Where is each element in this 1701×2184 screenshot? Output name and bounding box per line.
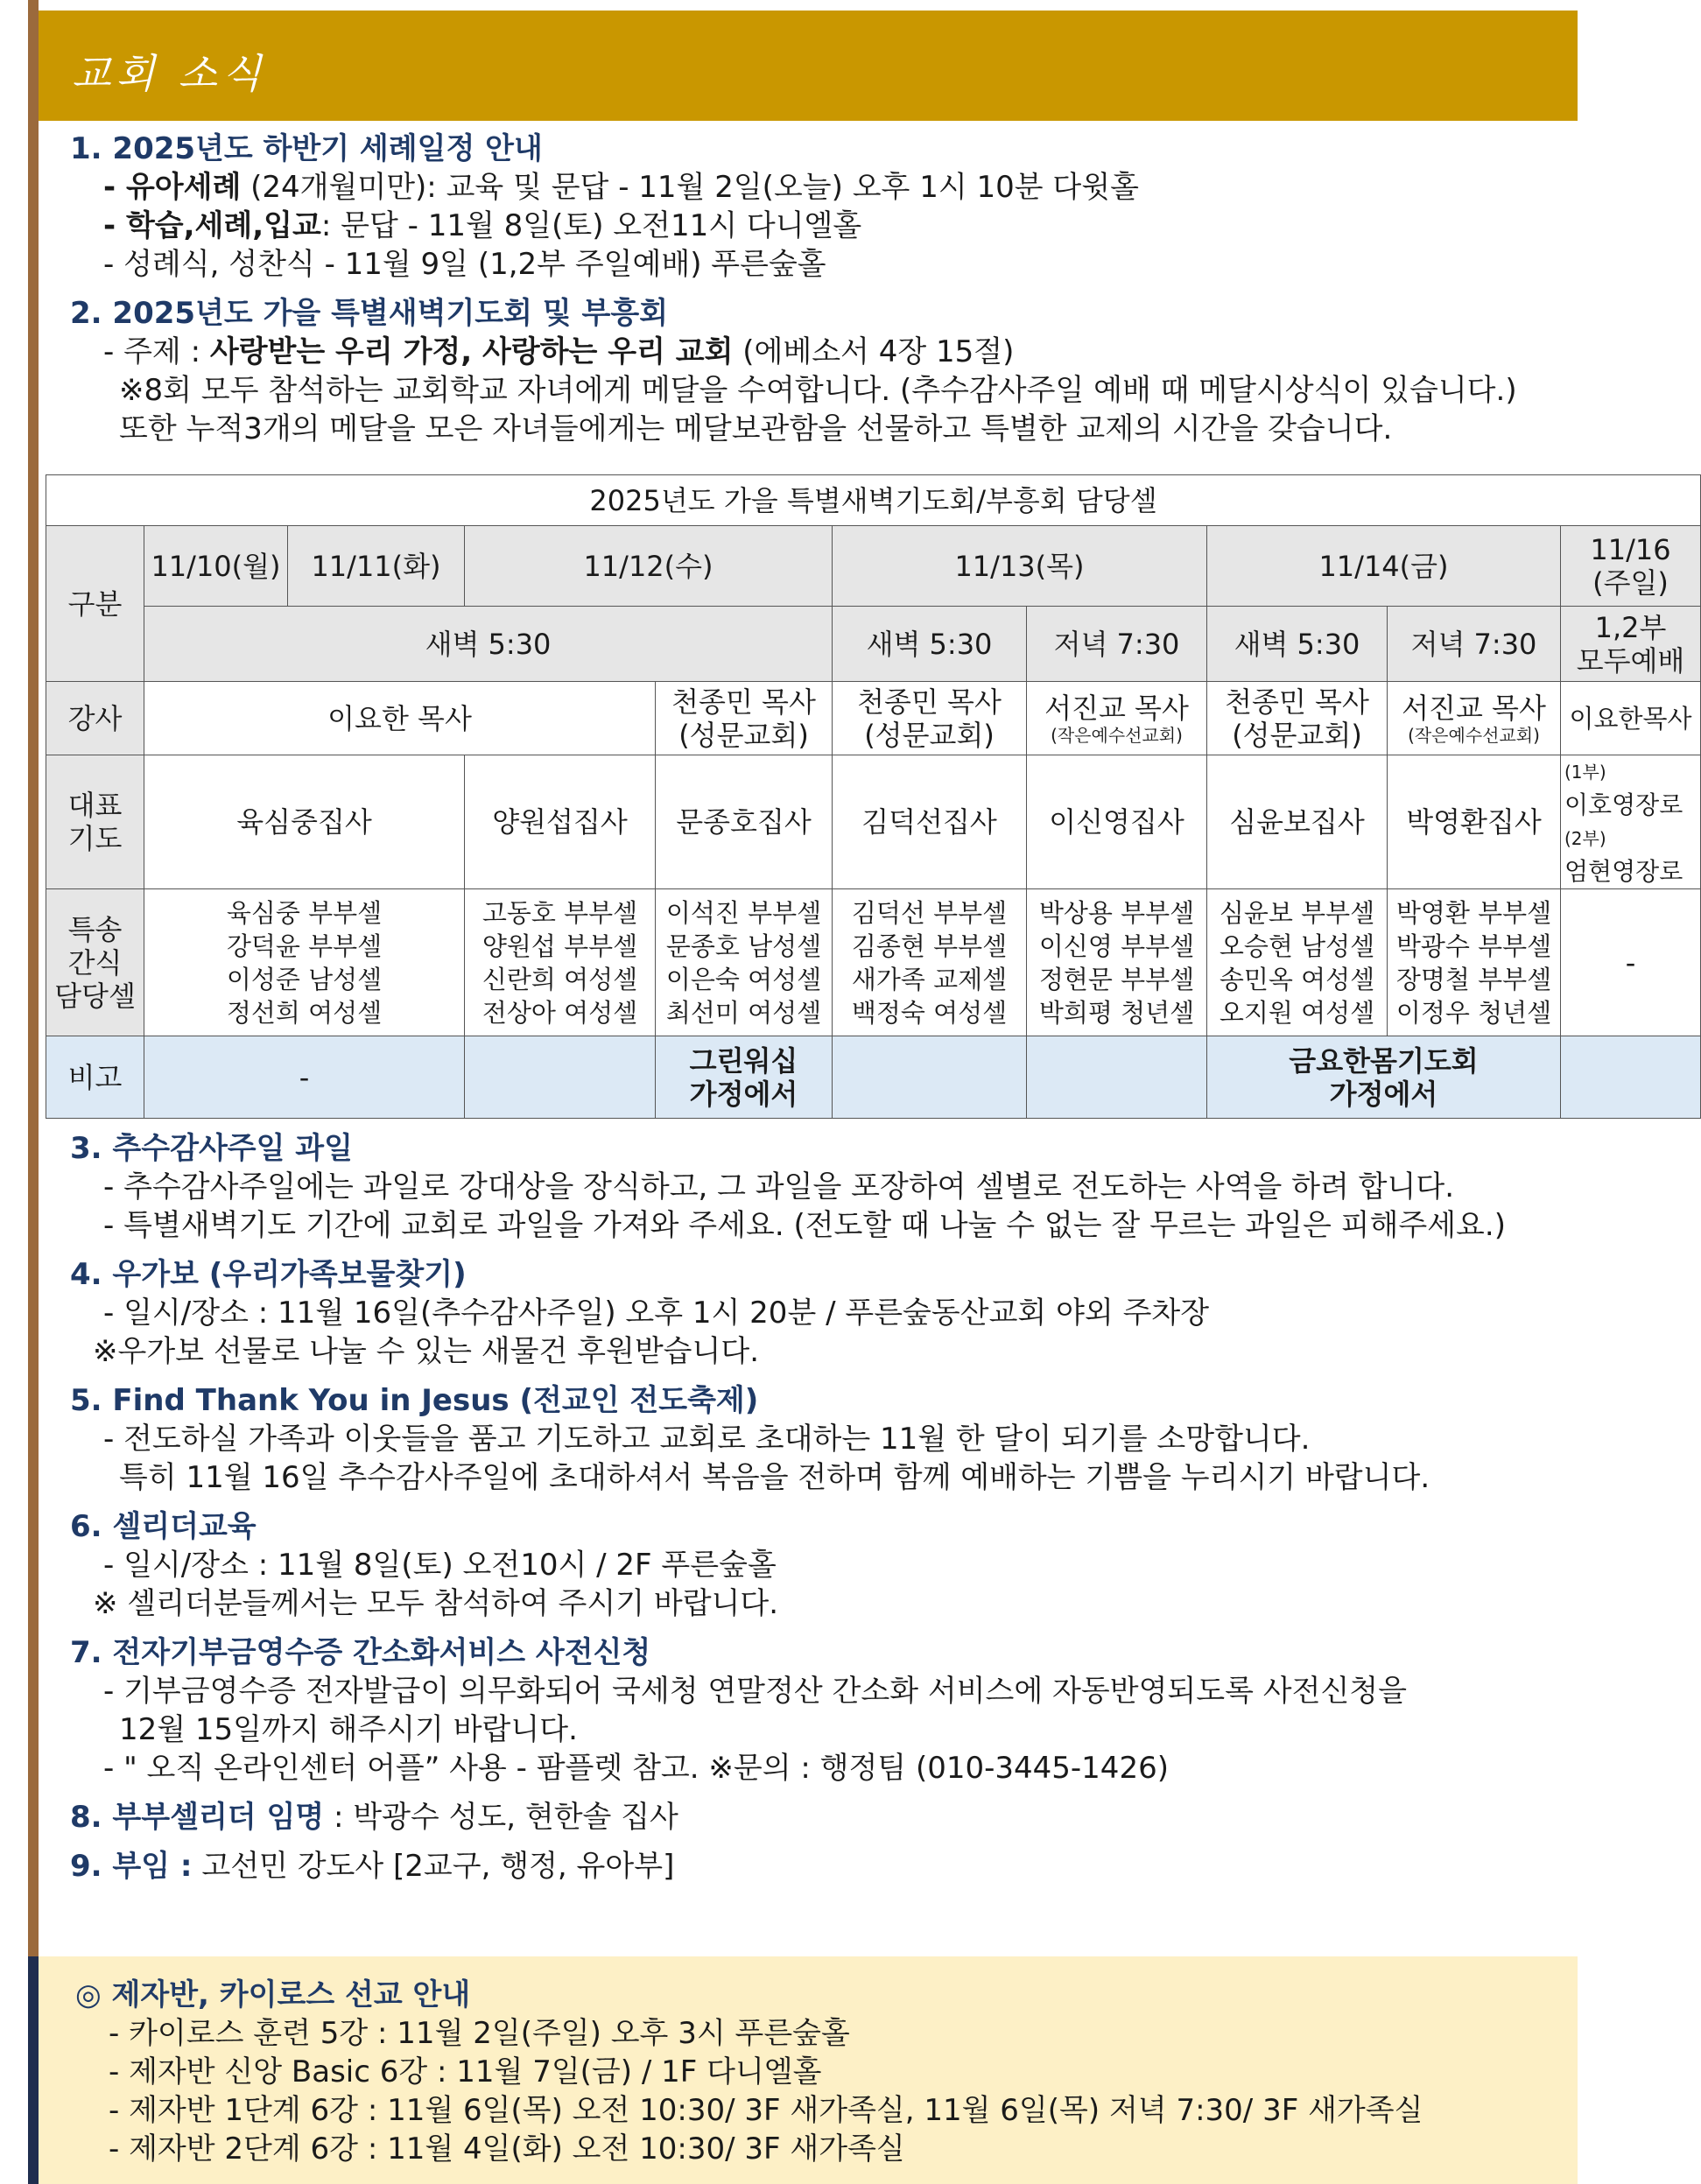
line: 특히 11월 16일 추수감사주일에 초대하셔서 복음을 전하며 함께 예배하는 기쁨을 누리시기 바랍니다. — [119, 1460, 1430, 1495]
cell-list — [833, 889, 1027, 1036]
line: - 추수감사주일에는 과일로 강대상을 장식하고, 그 과일을 포장하여 셀별로 전도하는 사역을 하려 합니다. — [103, 1169, 1455, 1204]
cell-list — [465, 889, 656, 1036]
line: - 제자반 신앙 Basic 6강 : 11월 7일(금) / 1F 다니엘홀 — [109, 2054, 822, 2089]
note-cell — [656, 1036, 833, 1119]
text: 이호영장로 — [1564, 790, 1683, 819]
sidebar-stripe-navy — [28, 1956, 39, 2184]
list-item: 신란희 여성셀 — [481, 964, 638, 994]
line: - 전도하실 가족과 이웃들을 품고 기도하고 교회로 초대하는 11월 한 달이 되기를 소망합니다. — [103, 1422, 1311, 1457]
note-cell — [1027, 1036, 1207, 1119]
cell-list — [656, 889, 833, 1036]
cell-list: - — [1561, 889, 1701, 1036]
text: (2부) — [1564, 828, 1606, 849]
line — [70, 207, 1576, 245]
speaker-cell — [1027, 682, 1207, 755]
line: - 성례식, 성찬식 - 11월 9일 (1,2부 주일예배) 푸른숲홀 — [103, 247, 826, 282]
row-label: 비고 — [46, 1036, 144, 1119]
note-cell — [833, 1036, 1027, 1119]
line — [70, 333, 1576, 371]
section-new-staff — [70, 1847, 1576, 1886]
text: 특송 — [67, 912, 123, 946]
section-appointment — [70, 1798, 1576, 1836]
list-item: 양원섭 부부셀 — [481, 930, 638, 961]
cell-list — [1027, 889, 1207, 1036]
line — [70, 1798, 1576, 1836]
text: 금요한몸기도회 — [1289, 1043, 1479, 1078]
date-cell — [1561, 526, 1701, 607]
section-title: 9. 부임 : — [70, 1849, 193, 1884]
note-cell — [465, 1036, 656, 1119]
speaker-cell — [656, 682, 833, 755]
notice-title: ◎ 제자반, 카이로스 선교 안내 — [75, 1977, 471, 2012]
list-item: 이석진 부부셀 — [665, 897, 822, 928]
list-item: 문종호 남성셀 — [665, 930, 822, 961]
section-revival — [70, 294, 1576, 448]
speaker-cell — [833, 682, 1027, 755]
schedule-table — [46, 474, 1701, 1119]
list-item: 이신영 부부셀 — [1038, 930, 1195, 961]
prayer-cell: 심윤보집사 — [1207, 755, 1388, 889]
list-item: 새가족 교제셀 — [851, 964, 1008, 994]
line — [70, 168, 1576, 207]
text: (성문교회) — [678, 718, 809, 752]
line: - 기부금영수증 전자발급이 의무화되어 국세청 연말정산 간소화 서비스에 자동반영되도록 사전신청을 — [103, 1674, 1407, 1709]
row-label: 강사 — [46, 682, 144, 755]
list-item: 백정숙 여성셀 — [851, 997, 1008, 1028]
section-baptism — [70, 130, 1576, 284]
date-cell: 11/11(화) — [288, 526, 465, 607]
list-item: 박희평 청년셀 — [1038, 997, 1195, 1028]
section-donation-receipt — [70, 1633, 1576, 1787]
cell-list — [1207, 889, 1388, 1036]
section-title: 6. 셀리더교육 — [70, 1509, 257, 1544]
page-title: 교회 소식 — [72, 50, 267, 97]
text: 고선민 강도사 [2교구, 행정, 유아부] — [192, 1849, 675, 1884]
section-cell-leader-training — [70, 1507, 1576, 1623]
section-title: 1. 2025년도 하반기 세례일정 안내 — [70, 131, 543, 166]
text: (작은예수선교회) — [1408, 724, 1540, 746]
list-item: 오지원 여성셀 — [1219, 997, 1375, 1028]
list-item: 박광수 부부셀 — [1395, 930, 1552, 961]
time-cell — [1561, 607, 1701, 682]
line: - " 오직 온라인센터 어플” 사용 - 팜플렛 참고. ※문의 : 행정팀 (010-3445-1426) — [103, 1751, 1169, 1786]
bold-text: - 유아세례 — [103, 170, 242, 205]
list-item: 육심중 부부셀 — [226, 897, 383, 928]
list-item: 박영환 부부셀 — [1395, 897, 1552, 928]
text: 가정에서 — [1329, 1077, 1438, 1111]
text: (성문교회) — [864, 718, 995, 752]
text: 기도 — [67, 822, 123, 855]
line: - 제자반 1단계 6강 : 11월 6일(목) 오전 10:30/ 3F 새가족실, 11월 6일(목) 저녁 7:30/ 3F 새가족실 — [109, 2093, 1423, 2128]
list-item: 정선희 여성셀 — [226, 997, 383, 1028]
cell-list — [1388, 889, 1561, 1036]
section-title: 3. 추수감사주일 과일 — [70, 1131, 353, 1166]
news-content-lower — [70, 1129, 1576, 1896]
row-label — [46, 755, 144, 889]
speaker-cell: 이요한 목사 — [144, 682, 656, 755]
prayer-cell: 김덕선집사 — [833, 755, 1027, 889]
sidebar-stripe-brown — [28, 0, 39, 1956]
text: : 박광수 성도, 현한솔 집사 — [324, 1800, 678, 1835]
date-cell: 11/13(목) — [833, 526, 1207, 607]
list-item: 이정우 청년셀 — [1395, 997, 1552, 1028]
line: - 일시/장소 : 11월 8일(토) 오전10시 / 2F 푸른숲홀 — [103, 1548, 777, 1583]
time-cell: 저녁 7:30 — [1388, 607, 1561, 682]
section-title: 7. 전자기부금영수증 간소화서비스 사전신청 — [70, 1635, 651, 1670]
line: 또한 누적3개의 메달을 모은 자녀들에게는 메달보관함을 선물하고 특별한 교제의 시간을 갖습니다. — [119, 411, 1393, 446]
speaker-cell — [1388, 682, 1561, 755]
line: - 특별새벽기도 기간에 교회로 과일을 가져와 주세요. (전도할 때 나눌 수 없는 잘 무르는 과일은 피해주세요.) — [103, 1208, 1506, 1243]
text: 천종민 목사 — [1225, 685, 1369, 719]
time-cell: 저녁 7:30 — [1027, 607, 1207, 682]
section-thanksgiving-fruit — [70, 1129, 1576, 1245]
note-cell — [1207, 1036, 1561, 1119]
line: ※우가보 선물로 나눌 수 있는 새물건 후원받습니다. — [93, 1334, 760, 1369]
section-treasure-hunt — [70, 1255, 1576, 1371]
line: - 카이로스 훈련 5강 : 11월 2일(주일) 오후 3시 푸른숲홀 — [109, 2016, 850, 2051]
section-title: 8. 부부셀리더 임명 — [70, 1800, 325, 1835]
list-item: 이은숙 여성셀 — [665, 964, 822, 994]
speaker-cell: 이요한목사 — [1561, 682, 1701, 755]
text: (24개월미만): 교육 및 문답 - 11월 2일(오늘) 오후 1시 10분 다윗홀 — [241, 170, 1139, 205]
list-item: 전상아 여성셀 — [481, 997, 638, 1028]
cell-list — [144, 889, 465, 1036]
list-item: 김종현 부부셀 — [851, 930, 1008, 961]
text: (1부) — [1564, 762, 1606, 783]
list-item: 송민옥 여성셀 — [1219, 964, 1375, 994]
section-title: 5. Find Thank You in Jesus (전교인 전도축제) — [70, 1383, 759, 1418]
line: - 제자반 2단계 6강 : 11월 4일(화) 오전 10:30/ 3F 새가족실 — [109, 2131, 905, 2166]
list-item: 박상용 부부셀 — [1038, 897, 1195, 928]
line: 12월 15일까지 해주시기 바랍니다. — [119, 1712, 578, 1747]
prayer-cell: 이신영집사 — [1027, 755, 1207, 889]
list-item: 김덕선 부부셀 — [851, 897, 1008, 928]
time-cell: 새벽 5:30 — [833, 607, 1027, 682]
prayer-cell: 박영환집사 — [1388, 755, 1561, 889]
text: - 주제 : — [103, 334, 210, 369]
section-evangelism-festival — [70, 1381, 1576, 1497]
text: 가정에서 — [689, 1077, 798, 1111]
text: 모두예배 — [1576, 643, 1685, 678]
text: 1,2부 — [1594, 610, 1667, 644]
list-item: 장명철 부부셀 — [1395, 964, 1552, 994]
list-item: 오승현 남성셀 — [1219, 930, 1375, 961]
line: ※ 셀리더분들께서는 모두 참석하여 주시기 바랍니다. — [93, 1586, 779, 1621]
news-content — [70, 130, 1576, 459]
text: 서진교 목사 — [1044, 691, 1189, 725]
line: - 일시/장소 : 11월 16일(추수감사주일) 오후 1시 20분 / 푸른숲동산교회 야외 주차장 — [103, 1296, 1210, 1331]
text: 11/16 — [1590, 532, 1671, 566]
table-caption: 2025년도 가을 특별새벽기도회/부흥회 담당셀 — [46, 475, 1701, 526]
list-item: 강덕윤 부부셀 — [226, 930, 383, 961]
text: 엄현영장로 — [1564, 857, 1683, 886]
text: 천종민 목사 — [857, 685, 1002, 719]
list-item: 심윤보 부부셀 — [1219, 897, 1375, 928]
text: 대표 — [67, 789, 123, 822]
section-title: 2. 2025년도 가을 특별새벽기도회 및 부흥회 — [70, 296, 669, 331]
date-cell: 11/14(금) — [1207, 526, 1561, 607]
bold-text: - 학습,세례,입교 — [103, 208, 321, 243]
date-cell: 11/12(수) — [465, 526, 833, 607]
header-cell: 구분 — [46, 526, 144, 682]
text: 그린워십 — [689, 1043, 798, 1078]
prayer-cell — [1561, 755, 1701, 889]
text: 천종민 목사 — [671, 685, 816, 719]
prayer-cell: 문종호집사 — [656, 755, 833, 889]
text: 담당셀 — [54, 979, 136, 1013]
section-title: 4. 우가보 (우리가족보물찾기) — [70, 1257, 467, 1292]
speaker-cell — [1207, 682, 1388, 755]
line: ※8회 모두 참석하는 교회학교 자녀에게 메달을 수여합니다. (추수감사주일 예배 때 메달시상식이 있습니다.) — [119, 373, 1517, 408]
row-label — [46, 889, 144, 1036]
time-cell: 새벽 5:30 — [144, 607, 833, 682]
text: (성문교회) — [1232, 718, 1362, 752]
text: (주일) — [1592, 565, 1669, 600]
line — [70, 1847, 1576, 1886]
text: 간식 — [67, 945, 123, 980]
prayer-cell: 육심중집사 — [144, 755, 465, 889]
prayer-cell: 양원섭집사 — [465, 755, 656, 889]
date-cell: 11/10(월) — [144, 526, 288, 607]
list-item: 고동호 부부셀 — [481, 897, 638, 928]
text: : 문답 - 11월 8일(토) 오전11시 다니엘홀 — [320, 208, 862, 243]
list-item: 최선미 여성셀 — [665, 997, 822, 1028]
note-cell: - — [144, 1036, 465, 1119]
list-item: 이성준 남성셀 — [226, 964, 383, 994]
section-header — [39, 11, 1578, 121]
text: (에베소서 4장 15절) — [733, 334, 1015, 369]
text: (작은예수선교회) — [1051, 724, 1183, 746]
note-cell — [1561, 1036, 1701, 1119]
discipleship-notice — [39, 1956, 1578, 2184]
bold-text: 사랑받는 우리 가정, 사랑하는 우리 교회 — [209, 334, 734, 369]
text: 서진교 목사 — [1402, 691, 1546, 725]
list-item: 정현문 부부셀 — [1038, 964, 1195, 994]
time-cell: 새벽 5:30 — [1207, 607, 1388, 682]
